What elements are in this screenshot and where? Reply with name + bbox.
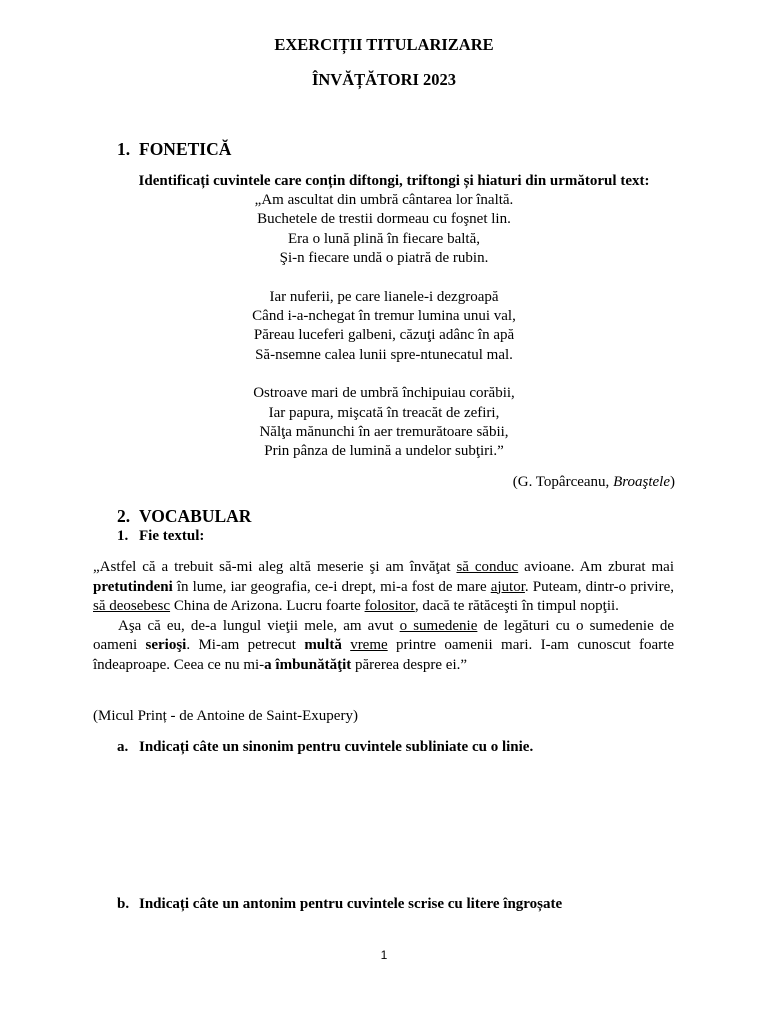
task-text: Indicați câte un sinonim pentru cuvintele subliniate cu o linie. — [139, 739, 534, 755]
sub-item-title: Fie textul: — [139, 528, 205, 544]
poem — [0, 191, 768, 481]
poem-line: Prin pânza de lumină a undelor subţiri.” — [264, 443, 504, 460]
section-title: VOCABULAR — [139, 506, 252, 526]
poem-line: Buchetele de trestii dormeau cu foşnet lin. — [257, 211, 511, 228]
poem-citation: (G. Topârceanu, Broaştele) — [512, 474, 675, 490]
poem-line: Iar nuferii, pe care lianele-i dezgroapă — [269, 288, 499, 305]
exercise-instruction: Identificați cuvintele care conțin diftongi, triftongi și hiaturi din următorul text: — [138, 173, 650, 189]
poem-stanza — [0, 191, 768, 269]
bold-word: pretutindeni — [93, 578, 173, 595]
excerpt-paragraph: Aşa că eu, de-a lungul vieţii mele, am avut o sumedenie de legături cu o sumedenie de oameni serioşi. Mi-am petrecut multă vreme printre oamenii mari. I-am cunoscut foarte îndeaproape. Ceea ce nu mi-a îmbunătăţit părerea despre ei.” — [93, 617, 674, 673]
section-title: FONETICĂ — [139, 139, 232, 159]
poem-stanza — [0, 384, 768, 462]
sub-item-heading — [117, 528, 204, 545]
section-number: 2. — [117, 506, 131, 526]
poem-line: „Am ascultat din umbră cântarea lor înaltă. — [254, 192, 514, 208]
underlined-word: să conduc — [456, 559, 519, 575]
section-number: 1. — [117, 139, 131, 159]
poem-line: Iar papura, mişcată în treacăt de zefiri, — [268, 404, 500, 421]
excerpt-text — [93, 558, 674, 675]
task-label: a. — [117, 739, 129, 755]
bold-word: serioşi — [145, 637, 187, 653]
task-b — [117, 896, 562, 913]
underlined-word: ajutor — [490, 578, 525, 595]
section-heading-fonetica — [117, 139, 231, 160]
underlined-word: vreme — [350, 637, 388, 653]
poem-stanza — [0, 288, 768, 366]
sub-item-number: 1. — [117, 528, 129, 544]
document-title: EXERCIȚII TITULARIZARE — [274, 35, 494, 54]
document-subtitle: ÎNVĂȚĂTORI 2023 — [311, 70, 457, 89]
section-heading-vocabular — [117, 506, 251, 527]
poem-line: Era o lună plină în fiecare baltă, — [288, 230, 480, 247]
underlined-word: să deosebesc — [93, 598, 171, 614]
poem-line: Păreau luceferi galbeni, căzuţi adânc în apă — [253, 327, 515, 344]
excerpt-source: (Micul Prinț - de Antoine de Saint-Exupery) — [93, 708, 358, 724]
excerpt-paragraph: „Astfel că a trebuit să-mi aleg altă meserie şi am învăţat să conduc avioane. Am zburat mai pretutindeni în lume, iar geografia, ce-i drept, mi-a fost de mare ajutor. Puteam, dintr-o privire, să deosebesc China de Arizona. Lucru foarte folositor, dacă te rătăceşti în timpul nopţii. — [93, 559, 674, 614]
task-a — [117, 739, 533, 756]
bold-word: a îmbunătăţit — [264, 656, 352, 673]
task-text: Indicați câte un antonim pentru cuvintele scrise cu litere îngroșate — [139, 896, 563, 912]
poem-line: Ostroave mari de umbră închipuiau corăbii, — [253, 385, 515, 402]
poem-line: Şi-n fiecare undă o piatră de rubin. — [279, 250, 489, 267]
page-number: 1 — [380, 948, 388, 962]
poem-line: Nălţa mănunchi în aer tremurătoare săbii, — [259, 424, 509, 441]
task-label: b. — [117, 896, 130, 912]
poem-line: Să-nsemne calea lunii spre-ntunecatul mal. — [255, 346, 513, 363]
poem-title: Broaştele — [613, 474, 670, 490]
underlined-word: folositor — [364, 598, 415, 614]
poem-line: Când i-a-nchegat în tremur lumina unui val, — [252, 308, 516, 325]
underlined-word: o sumedenie — [399, 617, 478, 634]
bold-word: multă — [304, 637, 342, 653]
